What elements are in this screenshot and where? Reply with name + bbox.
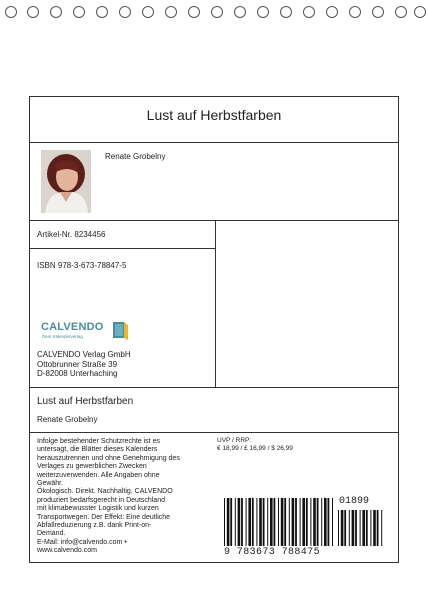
publisher-address-line: Ottobrunner Straße 39 <box>37 359 118 369</box>
legal-line: mit klimabewusster Logistik und kurzen <box>37 505 159 513</box>
barcode-bar <box>227 498 230 546</box>
barcode-bar <box>366 510 368 546</box>
barcode-bar <box>317 498 319 546</box>
logo-tagline: Dein Kalenderverlag <box>42 334 83 339</box>
barcode-bar <box>270 498 273 546</box>
barcode-bar <box>370 510 371 546</box>
price-info <box>217 437 293 453</box>
binding-hole <box>414 6 426 18</box>
binding-hole <box>326 6 338 18</box>
legal-notice <box>37 438 212 556</box>
binding-hole <box>303 6 315 18</box>
barcode-bar <box>256 498 257 546</box>
binding-hole <box>188 6 200 18</box>
binding-hole <box>27 6 39 18</box>
legal-line: Verlages zu gewerblichen Zwecken <box>37 463 147 471</box>
barcode-bar <box>302 498 305 546</box>
title-section <box>29 96 399 143</box>
binding-hole <box>165 6 177 18</box>
barcode-addon: 01899 <box>339 496 370 507</box>
isbn: ISBN 978-3-673-78847-5 <box>37 261 127 270</box>
author-photo <box>41 150 91 213</box>
barcode-bar <box>344 510 346 546</box>
barcode-bar <box>360 510 361 546</box>
legal-line: Ökologisch. Direkt. Nachhaltig. CALVENDO <box>37 488 173 496</box>
barcode-bar <box>306 498 308 546</box>
barcode-bar <box>224 498 225 546</box>
binding-hole <box>50 6 62 18</box>
barcode-bar <box>238 498 241 546</box>
barcode-bar <box>373 510 376 546</box>
barcode-bar <box>321 498 322 546</box>
barcode-bar <box>377 510 379 546</box>
isbn-barcode <box>214 494 392 560</box>
binding-hole <box>73 6 85 18</box>
binding-hole <box>372 6 384 18</box>
barcode-bar <box>324 498 327 546</box>
legal-line: produziert bedarfsgerecht in Deutschland <box>37 496 166 504</box>
barcode-bar <box>341 510 344 546</box>
barcode-bar <box>248 498 251 546</box>
barcode-bar <box>235 498 236 546</box>
barcode-bar <box>328 498 330 546</box>
barcode-bar <box>349 510 350 546</box>
barcode-bar <box>267 498 268 546</box>
price-value: € 18,99 / £ 16,99 / $ 26,99 <box>217 445 293 452</box>
barcode-bar <box>252 498 254 546</box>
binding-hole <box>211 6 223 18</box>
binding-hole <box>142 6 154 18</box>
barcode-bar <box>352 510 355 546</box>
barcode-bar <box>259 498 262 546</box>
legal-line: weiterzuverwenden. Alle Angaben ohne <box>37 471 160 479</box>
article-number-section <box>29 220 216 249</box>
barcode-bar <box>295 498 297 546</box>
article-number: Artikel-Nr. 8234456 <box>37 230 106 239</box>
barcode-bar <box>355 510 357 546</box>
barcode-bar <box>313 498 316 546</box>
price-label: UVP / RRP: <box>217 437 252 444</box>
legal-line: E-Mail: info@calvendo.com • <box>37 538 127 546</box>
barcode-bar <box>230 498 232 546</box>
binding-hole <box>395 6 407 18</box>
barcode-digits: 9 783673 788475 <box>224 547 321 558</box>
legal-line: Demand. <box>37 530 66 538</box>
barcode-bar <box>332 498 333 546</box>
barcode-bar <box>300 498 301 546</box>
cover-image-placeholder <box>215 220 399 388</box>
calvendo-logo <box>41 320 131 346</box>
legal-line: herauszutrennen und ohne Genehmigung des <box>37 454 180 462</box>
binding-hole <box>280 6 292 18</box>
publisher-address-line: D-82008 Unterhaching <box>37 369 118 378</box>
calendar-title: Lust auf Herbstfarben <box>146 107 282 123</box>
barcode-bar <box>289 498 290 546</box>
barcode-bar <box>274 498 276 546</box>
barcode-bar <box>278 498 279 546</box>
binding-hole <box>349 6 361 18</box>
barcode-bar <box>310 498 311 546</box>
barcode-bar <box>241 498 243 546</box>
barcode-bar <box>338 510 339 546</box>
binding-hole <box>119 6 131 18</box>
legal-line: Infolge bestehender Schutzrechte ist es <box>37 438 160 445</box>
barcode-bar <box>292 498 295 546</box>
barcode-bar <box>246 498 247 546</box>
summary-title: Lust auf Herbstfarben <box>37 396 134 407</box>
barcode-bar <box>362 510 365 546</box>
calendar-mark-icon <box>109 320 131 342</box>
summary-section <box>29 387 399 433</box>
legal-line: Transportwegen. Der Effekt: Eine deutliche <box>37 513 171 521</box>
legal-line: www.calvendo.com <box>37 547 97 555</box>
barcode-bar <box>381 510 382 546</box>
barcode-bar <box>284 498 286 546</box>
binding-holes <box>0 6 428 22</box>
binding-hole <box>257 6 269 18</box>
legal-line: Gewähr. <box>37 480 64 488</box>
author-name: Renate Grobelny <box>105 152 166 161</box>
summary-author: Renate Grobelny <box>37 415 98 424</box>
binding-hole <box>5 6 17 18</box>
binding-hole <box>234 6 246 18</box>
legal-line: Abfallreduzierung z.B. dank Print-on- <box>37 522 152 530</box>
publisher-section <box>29 248 216 388</box>
legal-line: untersagt, die Blätter dieses Kalenders <box>37 446 158 454</box>
publisher-address-line: CALVENDO Verlag GmbH <box>37 350 131 359</box>
barcode-bar <box>263 498 265 546</box>
publisher-address <box>37 350 131 379</box>
info-section <box>29 432 399 563</box>
binding-hole <box>96 6 108 18</box>
logo-name: CALVENDO <box>41 321 104 333</box>
barcode-bar <box>281 498 284 546</box>
author-section <box>29 142 399 221</box>
